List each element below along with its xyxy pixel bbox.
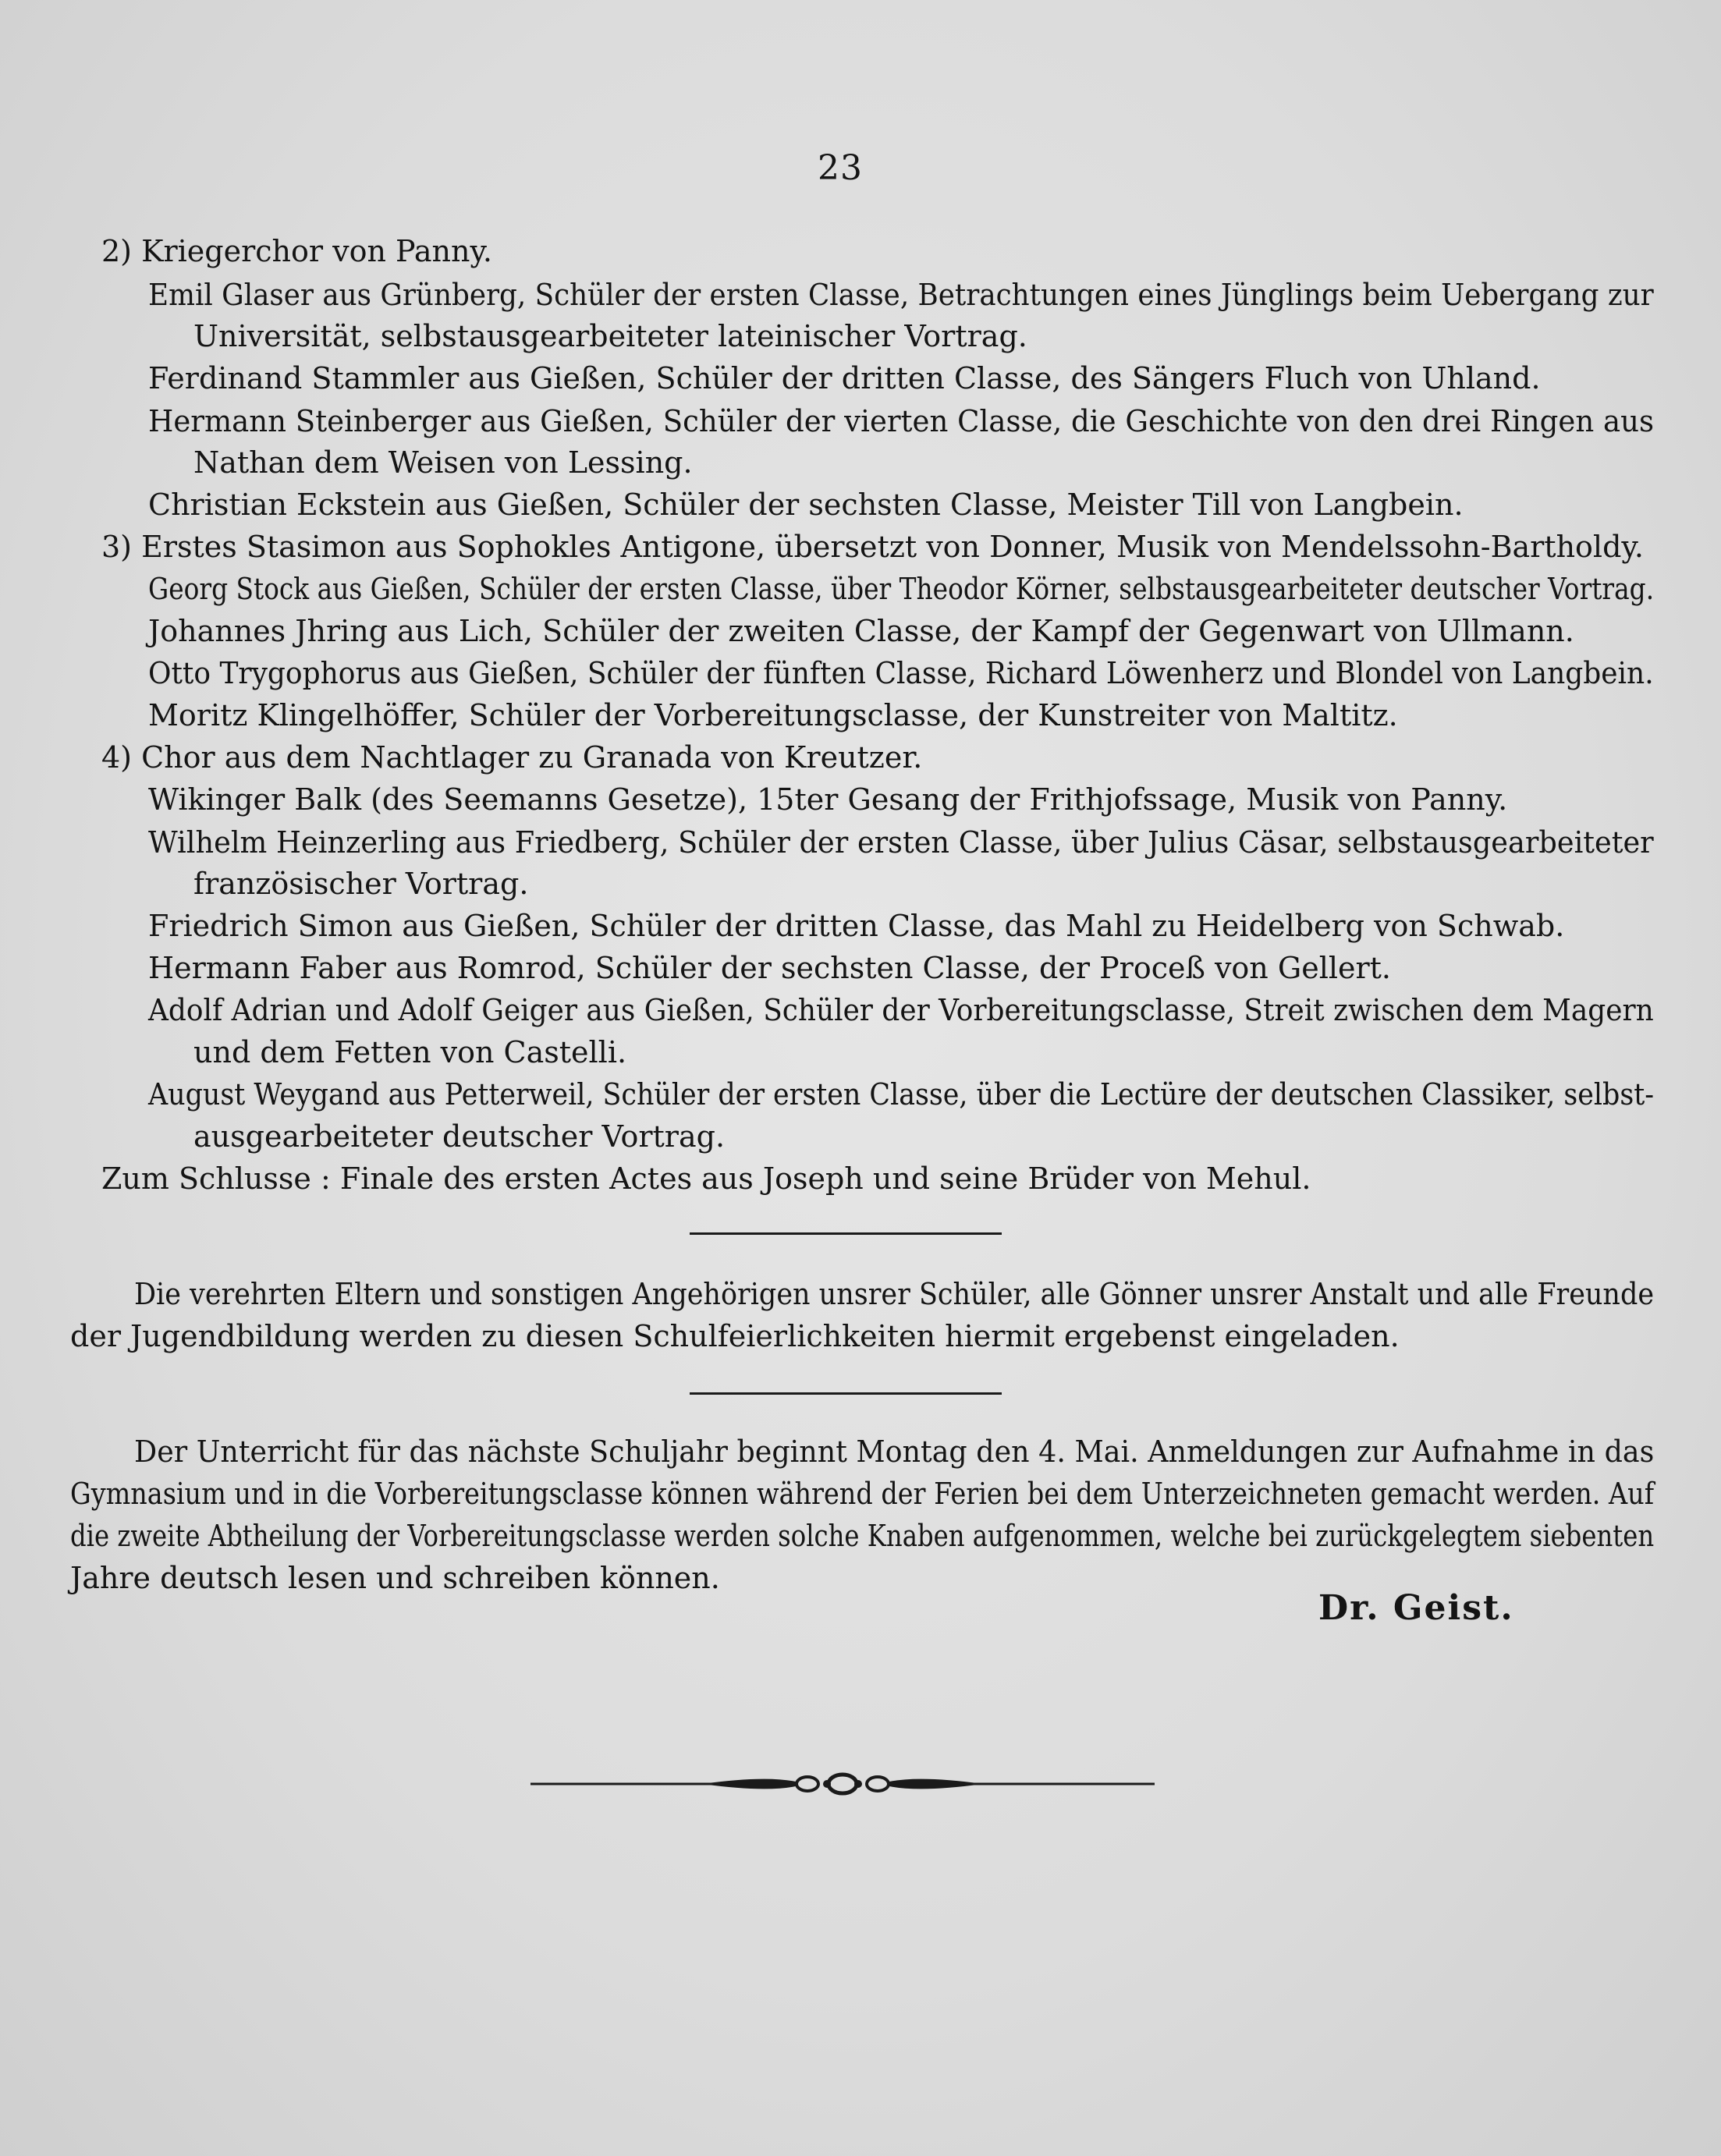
program-line: Zum Schlusse : Finale des ersten Actes aus Joseph und seine Brüder von Mehul. — [101, 1161, 1311, 1196]
program-line: Nathan dem Weisen von Lessing. — [193, 445, 693, 480]
program-line: 2) Kriegerchor von Panny. — [101, 234, 492, 268]
program-line: Georg Stock aus Gießen, Schüler der ersten Classe, über Theodor Körner, selbstausgearbeiteter deutscher Vortrag. — [148, 572, 1655, 606]
section-divider — [690, 1232, 1002, 1235]
program-line: Moritz Klingelhöffer, Schüler der Vorbereitungsclasse, der Kunstreiter von Maltitz. — [148, 698, 1398, 732]
notice-line: Jahre deutsch lesen und schreiben können. — [70, 1561, 720, 1595]
signature: Dr. Geist. — [1318, 1588, 1514, 1628]
program-line: 3) Erstes Stasimon aus Sophokles Antigone, übersetzt von Donner, Musik von Mendelssohn-Bartholdy. — [101, 530, 1644, 564]
notice-line: Der Unterricht für das nächste Schuljahr beginnt Montag den 4. Mai. Anmeldungen zur Aufnahme in das — [134, 1434, 1655, 1469]
ornament-divider-icon — [530, 1764, 1155, 1803]
program-line: August Weygand aus Petterweil, Schüler der ersten Classe, über die Lectüre der deutschen Classiker, selbst- — [148, 1077, 1655, 1112]
notice-line: die zweite Abtheilung der Vorbereitungsclasse werden solche Knaben aufgenommen, welche bei zurückgelegtem siebenten — [70, 1519, 1655, 1553]
program-line: Emil Glaser aus Grünberg, Schüler der ersten Classe, Betrachtungen eines Jünglings beim Uebergang zur — [148, 278, 1654, 312]
program-line: französischer Vortrag. — [193, 867, 529, 901]
notice-line: Gymnasium und in die Vorbereitungsclasse können während der Ferien bei dem Unterzeichneten gemacht werden. Auf — [70, 1477, 1655, 1511]
program-line: Friedrich Simon aus Gießen, Schüler der dritten Classe, das Mahl zu Heidelberg von Schwab. — [148, 909, 1565, 943]
program-line: Hermann Steinberger aus Gießen, Schüler der vierten Classe, die Geschichte von den drei Ringen aus — [148, 404, 1655, 438]
program-line: 4) Chor aus dem Nachtlager zu Granada von Kreutzer. — [101, 740, 923, 775]
program-line: Ferdinand Stammler aus Gießen, Schüler der dritten Classe, des Sängers Fluch von Uhland. — [148, 361, 1541, 395]
program-line: Wilhelm Heinzerling aus Friedberg, Schüler der ersten Classe, über Julius Cäsar, selbstausgearbeiteter — [148, 825, 1654, 860]
program-line: Wikinger Balk (des Seemanns Gesetze), 15ter Gesang der Frithjofssage, Musik von Panny. — [148, 782, 1508, 817]
program-line: Hermann Faber aus Romrod, Schüler der sechsten Classe, der Proceß von Gellert. — [148, 951, 1392, 985]
page-number: 23 — [818, 148, 863, 188]
program-line: Universität, selbstausgearbeiteter lateinischer Vortrag. — [193, 319, 1027, 353]
program-line: Christian Eckstein aus Gießen, Schüler der sechsten Classe, Meister Till von Langbein. — [148, 488, 1464, 522]
program-line: Adolf Adrian und Adolf Geiger aus Gießen, Schüler der Vorbereitungsclasse, Streit zwischen dem Magern — [148, 993, 1654, 1027]
invitation-line: der Jugendbildung werden zu diesen Schulfeierlichkeiten hiermit ergebenst eingeladen. — [70, 1319, 1400, 1353]
invitation-line: Die verehrten Eltern und sonstigen Angehörigen unsrer Schüler, alle Gönner unsrer Anstalt und alle Freunde — [134, 1277, 1655, 1311]
program-line: ausgearbeiteter deutscher Vortrag. — [193, 1119, 726, 1154]
program-line: und dem Fetten von Castelli. — [193, 1035, 627, 1069]
section-divider — [690, 1392, 1002, 1395]
program-line: Johannes Jhring aus Lich, Schüler der zweiten Classe, der Kampf der Gegenwart von Ullmann. — [148, 614, 1574, 648]
program-line: Otto Trygophorus aus Gießen, Schüler der fünften Classe, Richard Löwenherz und Blondel von Langbein. — [148, 656, 1654, 690]
